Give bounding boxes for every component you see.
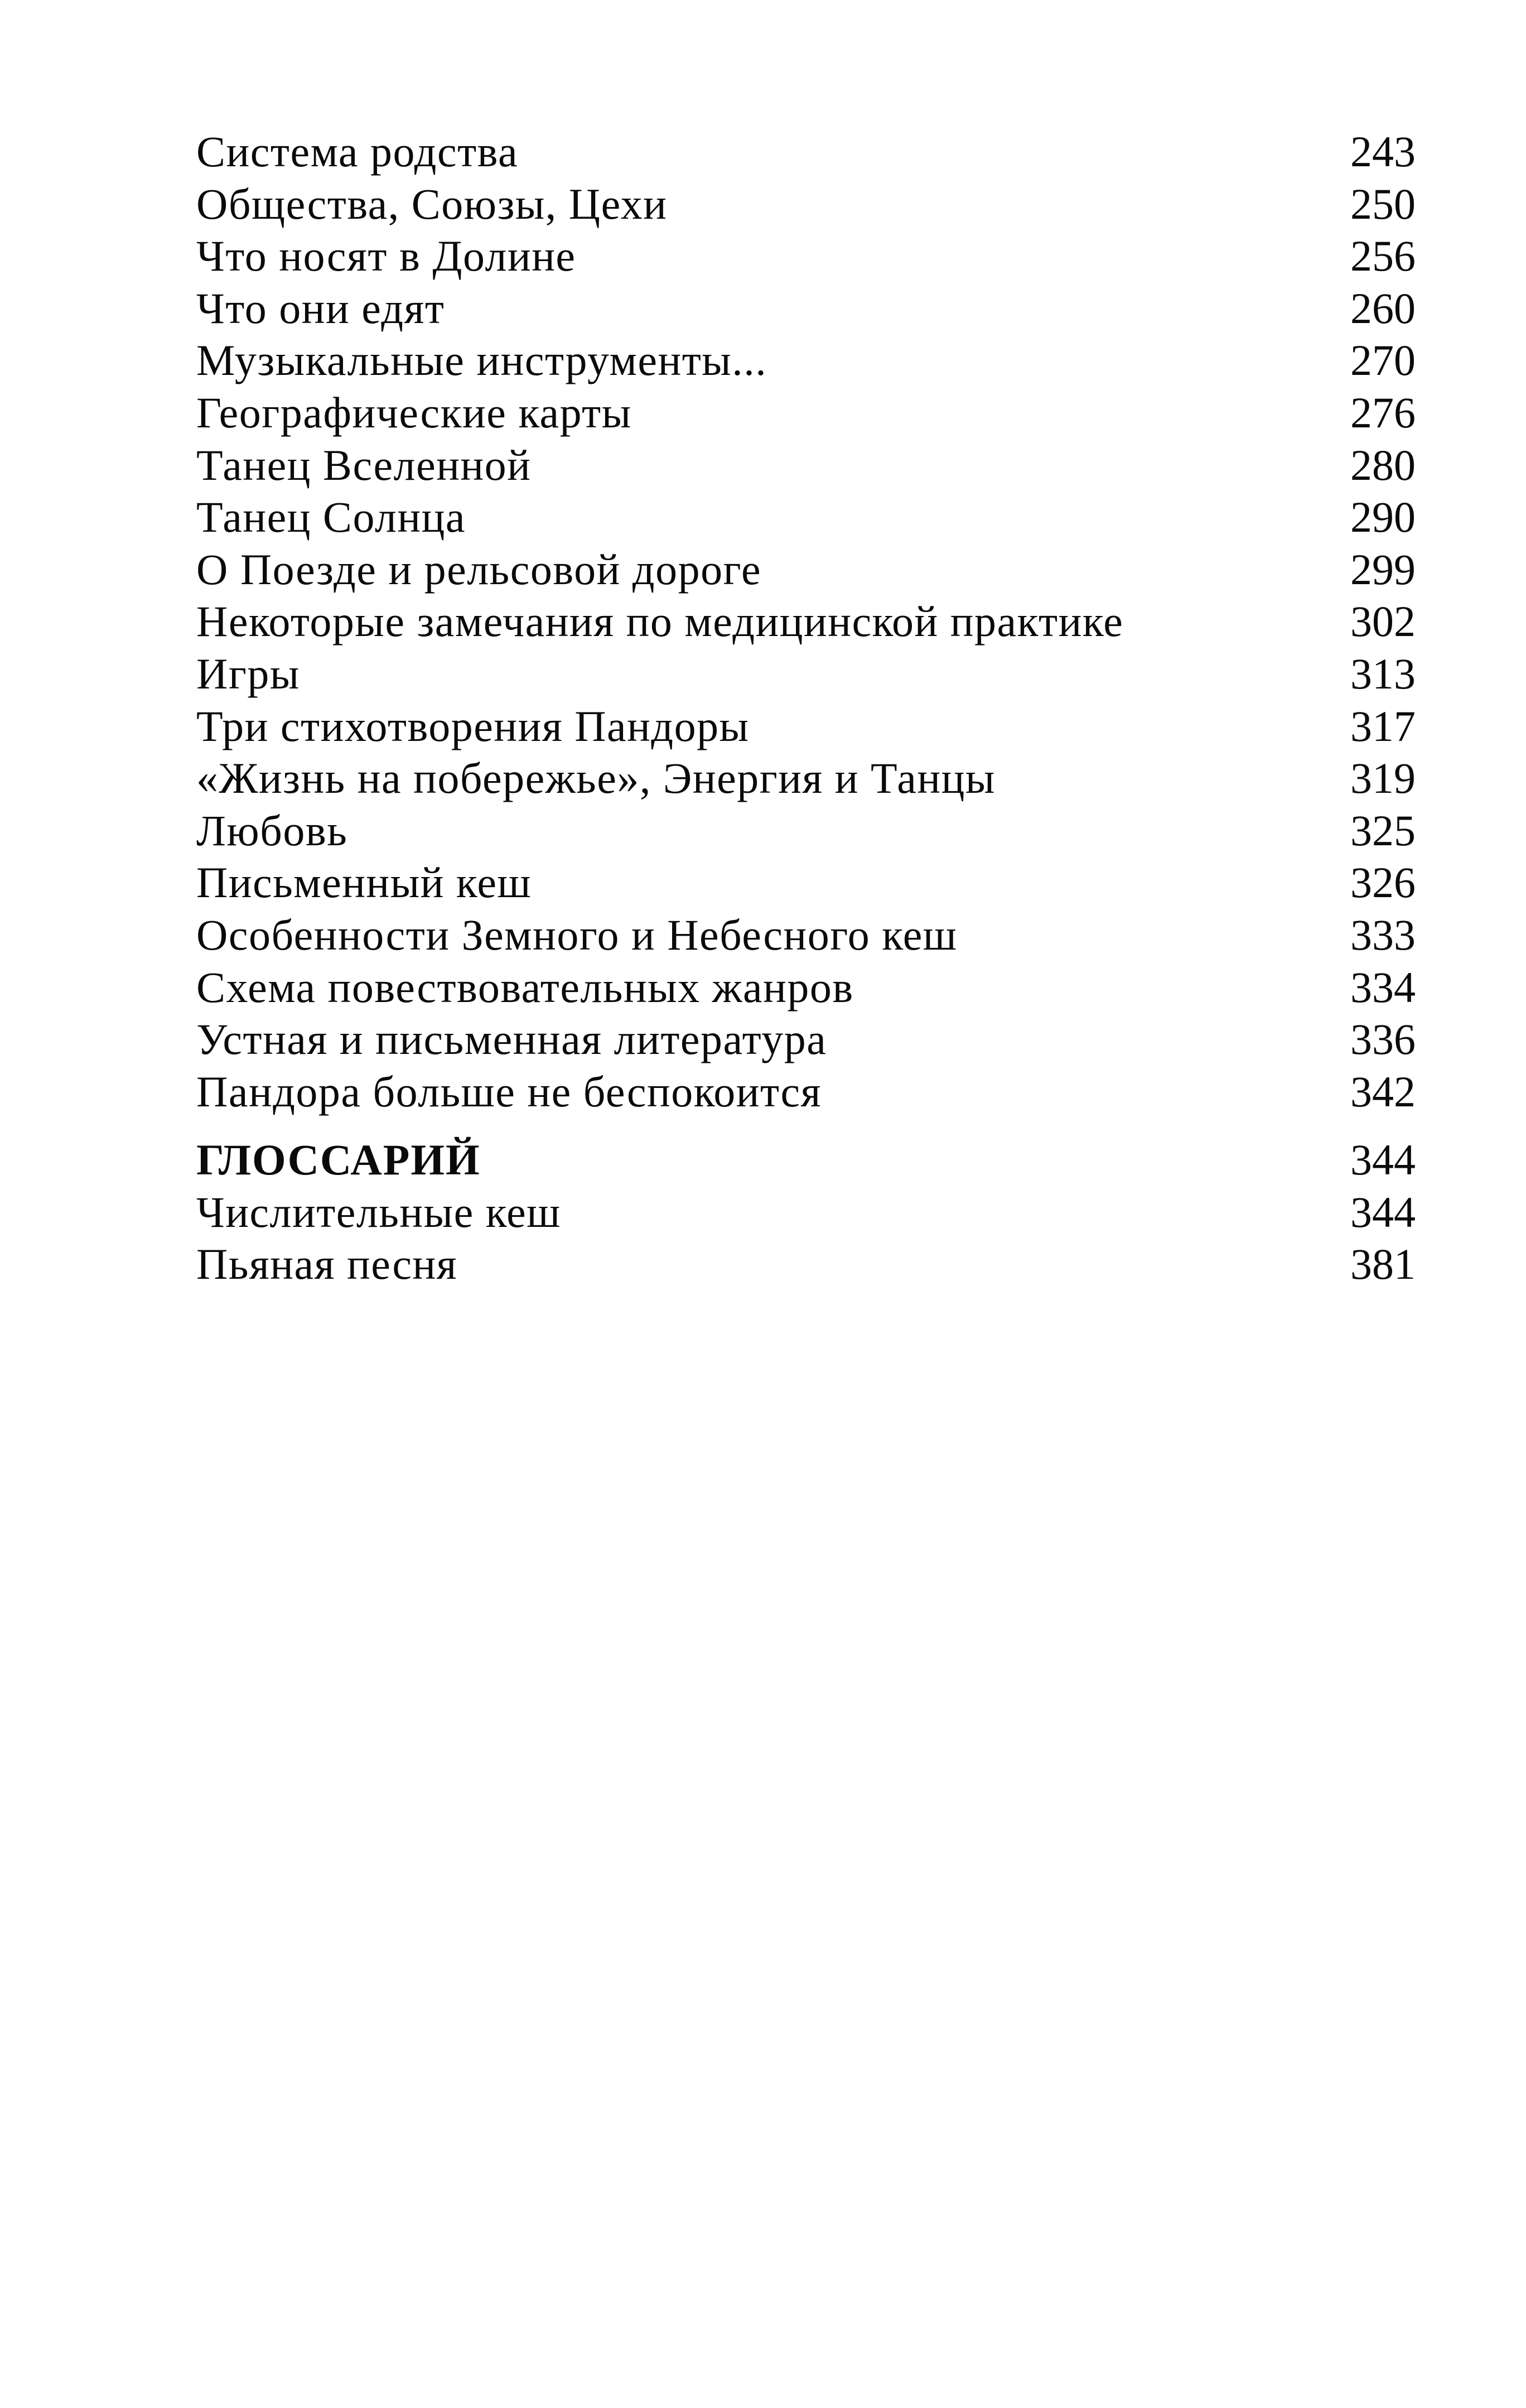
toc-entry-page: 325 (1350, 806, 1416, 855)
toc-entry (196, 648, 1416, 700)
toc-entry-title: «Жизнь на побережье», Энергия и Танцы (196, 754, 996, 803)
toc-entry-title: Письменный кеш (196, 858, 532, 907)
toc-entry-page: 317 (1350, 701, 1416, 750)
table-of-contents (196, 126, 1416, 1290)
toc-entry-title: Любовь (196, 806, 348, 855)
toc-entry (196, 752, 1416, 805)
toc-entry (196, 439, 1416, 492)
toc-entry-title: Система родства (196, 127, 519, 176)
toc-entry-title: Что носят в Долине (196, 232, 576, 281)
toc-entry-title: Устная и письменная литература (196, 1015, 827, 1064)
toc-entry-page: 250 (1350, 179, 1416, 228)
toc-section-page: 344 (1350, 1135, 1416, 1184)
toc-entry-page: 319 (1350, 754, 1416, 803)
toc-entry-page: 256 (1350, 232, 1416, 281)
toc-entry-title: Что они едят (196, 283, 445, 333)
toc-entry-title: Танец Солнца (196, 493, 466, 542)
toc-entry (196, 595, 1416, 648)
toc-entry (196, 126, 1416, 178)
toc-section-title: ГЛОССАРИЙ (196, 1135, 481, 1184)
toc-entry-page: 260 (1350, 283, 1416, 333)
toc-entry (196, 1238, 1416, 1290)
toc-entry (196, 805, 1416, 857)
toc-entry-page: 326 (1350, 858, 1416, 907)
toc-entry-page: 344 (1350, 1187, 1416, 1236)
toc-entry-page: 280 (1350, 440, 1416, 489)
toc-entry (196, 543, 1416, 596)
toc-entry-page: 243 (1350, 127, 1416, 176)
toc-entry-title: Танец Вселенной (196, 440, 532, 489)
toc-entry-page: 342 (1350, 1067, 1416, 1116)
toc-entry-title: Некоторые замечания по медицинской практике (196, 597, 1124, 646)
toc-entry (196, 491, 1416, 543)
toc-entry-title: Три стихотворения Пандоры (196, 701, 750, 750)
toc-entry (196, 387, 1416, 439)
toc-entry-page: 313 (1350, 649, 1416, 698)
toc-entry-title: Пьяная песня (196, 1240, 458, 1289)
toc-entry (196, 1013, 1416, 1066)
toc-entry-title: О Поезде и рельсовой дороге (196, 545, 762, 594)
toc-entry-page: 290 (1350, 493, 1416, 542)
section-spacer (196, 1118, 1416, 1134)
toc-entry-page: 333 (1350, 910, 1416, 959)
toc-entry-page: 302 (1350, 597, 1416, 646)
toc-entry-title: Числительные кеш (196, 1187, 561, 1236)
toc-entry-page: 336 (1350, 1015, 1416, 1064)
toc-entry-page: 270 (1350, 336, 1416, 385)
toc-entry (196, 961, 1416, 1014)
toc-entry (196, 178, 1416, 230)
toc-entry-title: Географические карты (196, 388, 632, 437)
toc-entry-page: 334 (1350, 962, 1416, 1012)
toc-entry (196, 700, 1416, 753)
toc-entry (196, 230, 1416, 282)
toc-entry-title: Игры (196, 649, 300, 698)
toc-entry-page: 381 (1350, 1240, 1416, 1289)
toc-section-heading (196, 1134, 1416, 1186)
toc-entry (196, 856, 1416, 909)
toc-entry-title: Особенности Земного и Небесного кеш (196, 910, 958, 959)
toc-entry (196, 1066, 1416, 1118)
toc-entry-page: 276 (1350, 388, 1416, 437)
toc-entry (196, 334, 1416, 387)
toc-entry (196, 1186, 1416, 1239)
toc-entry (196, 282, 1416, 335)
toc-entry-title: Общества, Союзы, Цехи (196, 179, 668, 228)
toc-entry-title: Схема повествовательных жанров (196, 962, 854, 1012)
toc-entry-title: Музыкальные инструменты... (196, 336, 767, 385)
toc-entry (196, 909, 1416, 961)
toc-entry-page: 299 (1350, 545, 1416, 594)
toc-entry-title: Пандора больше не беспокоится (196, 1067, 822, 1116)
